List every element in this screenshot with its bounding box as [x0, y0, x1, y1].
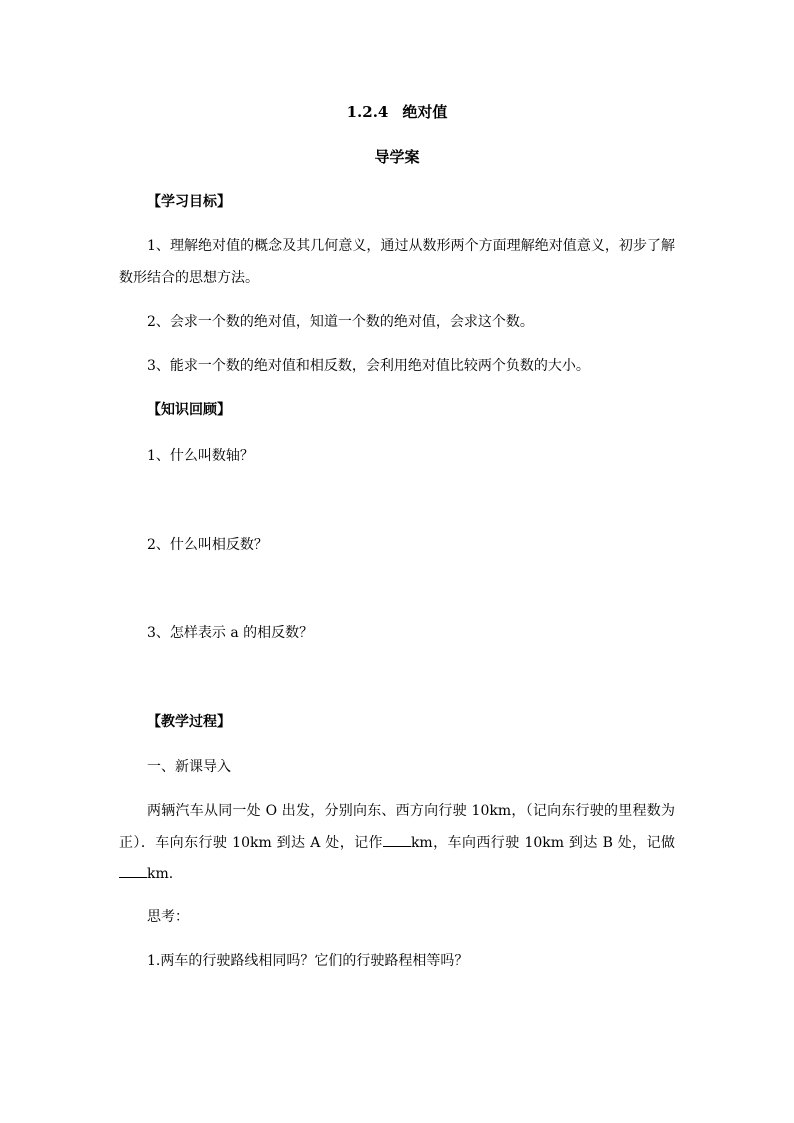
intro-paragraph-line-1: 两辆汽车从同一处 O 出发，分别向东、西方向行驶 10km，（记向东行驶的里程数为	[147, 803, 675, 819]
intro-paragraph-line-2-part-a: 正）．车向东行驶 10km 到达 A 处，记作	[119, 835, 383, 851]
section-heading-process: 【教学过程】	[147, 714, 231, 730]
intro-paragraph-line-3-text: km.	[147, 866, 174, 882]
intro-paragraph-line-2-part-b: km，车向西行驶 10km 到达 B 处，记做	[410, 835, 676, 851]
review-question-2: 2、什么叫相反数？	[147, 537, 268, 553]
intro-paragraph-line-3	[119, 863, 173, 884]
page-subtitle: 导学案	[374, 148, 420, 166]
title-number: 1.2.4	[346, 103, 389, 121]
review-question-3: 3、怎样表示 a 的相反数？	[147, 625, 314, 641]
answer-blank-1[interactable]	[383, 832, 411, 847]
answer-blank-2[interactable]	[119, 863, 147, 878]
page-title	[0, 102, 794, 122]
think-question-1: 1.两车的行驶路线相同吗？它们的行驶路程相等吗？	[147, 953, 469, 969]
think-label: 思考：	[147, 909, 189, 925]
goal-item-3: 3、能求一个数的绝对值和相反数，会利用绝对值比较两个负数的大小。	[147, 358, 590, 374]
goal-item-1-line-1: 1、理解绝对值的概念及其几何意义，通过从数形两个方面理解绝对值意义，初步了解	[147, 238, 675, 254]
section-heading-goals: 【学习目标】	[147, 194, 231, 210]
process-part-1: 一、新课导入	[147, 759, 231, 775]
intro-paragraph-line-2	[119, 832, 675, 853]
goal-item-2: 2、会求一个数的绝对值，知道一个数的绝对值，会求这个数。	[147, 314, 534, 330]
review-question-1: 1、什么叫数轴？	[147, 448, 254, 464]
goal-item-1-line-2: 数形结合的思想方法。	[119, 270, 259, 286]
title-text: 绝对值	[402, 103, 448, 121]
section-heading-review: 【知识回顾】	[147, 402, 231, 418]
